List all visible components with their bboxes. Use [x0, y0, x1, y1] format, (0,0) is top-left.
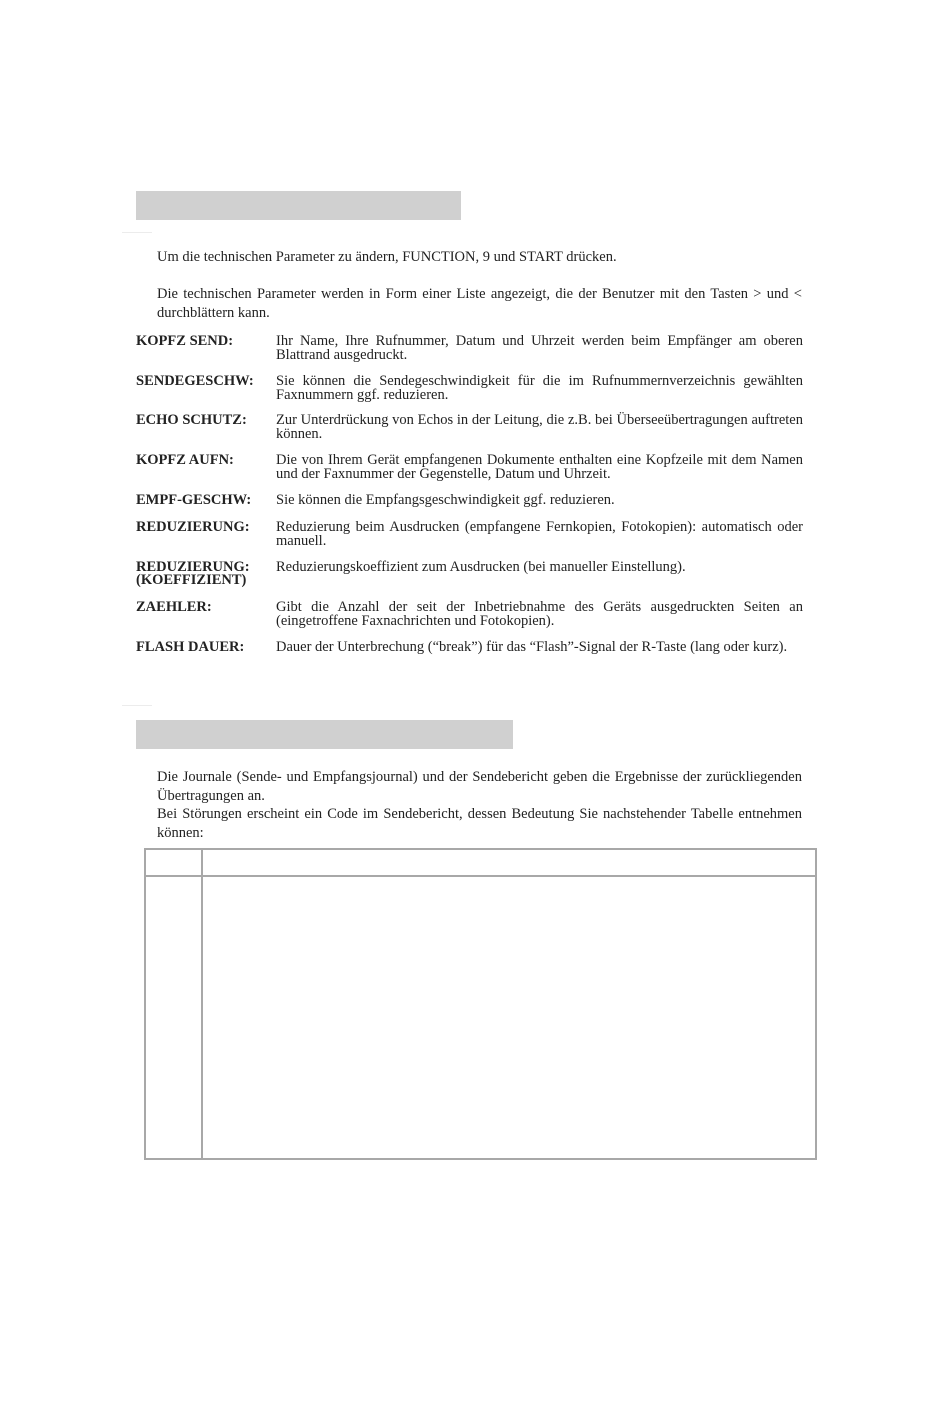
param-term: SENDEGESCHW: — [136, 373, 254, 389]
param-desc: Zur Unterdrückung von Echos in der Leitung, die z.B. bei Überseeübertragungen auftreten können. — [276, 412, 803, 442]
divider — [122, 232, 152, 233]
param-desc: Gibt die Anzahl der seit der Inbetriebnahme des Geräts ausgedruckten Seiten an (eingetroffene Faxnachrichten und Fotokopien). — [276, 599, 803, 629]
param-term: FLASH DAUER: — [136, 639, 245, 655]
param-term: EMPF-GESCHW: — [136, 492, 252, 508]
param-term — [136, 561, 271, 587]
param-desc: Reduzierungskoeffizient zum Ausdrucken (bei manueller Einstellung). — [276, 559, 686, 575]
param-term: KOPFZ AUFN: — [136, 452, 234, 468]
section-heading-bar-1 — [136, 191, 461, 220]
param-term: KOPFZ SEND: — [136, 333, 234, 349]
table-column-divider — [201, 850, 203, 1158]
intro-paragraph-2: Die technischen Parameter werden in Form einer Liste angezeigt, die der Benutzer mit den Tasten > und < durchblättern kann. — [157, 286, 802, 321]
param-term-line-1: REDUZIERUNG: — [136, 559, 250, 575]
param-desc: Sie können die Sendegeschwindigkeit für die im Rufnummernverzeichnis gewählten Faxnummern ggf. reduzieren. — [276, 373, 803, 403]
journal-paragraph-2: Bei Störungen erscheint ein Code im Sendebericht, dessen Bedeutung Sie nachstehender Tabelle entnehmen können: — [157, 806, 802, 841]
param-term-line-2: (KOEFFIZIENT) — [136, 572, 247, 588]
param-desc: Ihr Name, Ihre Rufnummer, Datum und Uhrzeit werden beim Empfänger am oberen Blattrand ausgedruckt. — [276, 333, 803, 363]
param-desc: Sie können die Empfangsgeschwindigkeit ggf. reduzieren. — [276, 492, 615, 508]
param-term: REDUZIERUNG: — [136, 519, 250, 535]
param-desc: Reduzierung beim Ausdrucken (empfangene Fernkopien, Fotokopien): automatisch oder manuell. — [276, 519, 803, 549]
param-term: ZAEHLER: — [136, 599, 212, 615]
error-code-table — [144, 848, 817, 1160]
param-desc: Dauer der Unterbrechung (“break”) für das “Flash”-Signal der R-Taste (lang oder kurz). — [276, 639, 788, 655]
param-term: ECHO SCHUTZ: — [136, 412, 247, 428]
divider — [122, 705, 152, 706]
intro-paragraph-1: Um die technischen Parameter zu ändern, FUNCTION, 9 und START drücken. — [157, 249, 617, 265]
section-heading-bar-2 — [136, 720, 513, 749]
journal-paragraph-1: Die Journale (Sende- und Empfangsjournal) und der Sendebericht geben die Ergebnisse der zurückliegenden Übertragungen an. — [157, 769, 802, 804]
param-desc: Die von Ihrem Gerät empfangenen Dokumente enthalten eine Kopfzeile mit dem Namen und der Faxnummer der Gegenstelle, Datum und Uhrzeit. — [276, 452, 803, 482]
table-header-divider — [146, 875, 815, 877]
